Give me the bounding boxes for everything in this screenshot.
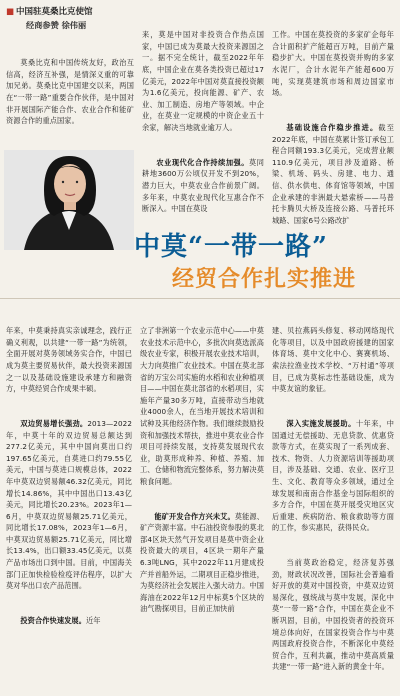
column-3-subhead: 基础设施合作稳步推进。 bbox=[286, 122, 379, 132]
column-6-subhead: 深入实施发展援助。 bbox=[286, 418, 356, 428]
column-4-subhead-1: 双边贸易增长强劲。 bbox=[20, 418, 88, 428]
column-3-text-b: 截至2022年底，中国在莫累计签订承包工程合同额193.3亿美元，完成营业额110.9亿美元，项目涉及道路、桥梁、机场、码头、房建、电力、通信、供水供电、体育馆等领域，中国企业承建的非洲最大悬索桥——马普托卡腾贝大桥及连接公路、马普托环城路、国家6号公路改扩 bbox=[272, 122, 394, 225]
headline-line-1: 中莫“一带一路” bbox=[134, 232, 328, 262]
column-3 bbox=[272, 6, 394, 224]
column-4 bbox=[6, 302, 132, 626]
column-4-text-b: 2013—2022年，中莫十年的双边贸易总额达到277.2亿美元，其中中国向莫出口约197.65亿美元，自莫进口约79.55亿美元，中国与莫进口规模总体，2022年中莫双边贸易额46.32亿美元，同比增长14.86%，其中中国出口13.43亿美元，同比增长20.23%。2023年1—6月，中莫双边贸易额25.71亿美元，同比增长17.08%，2023年1—6月，中莫双边贸易额25.71亿美元，同比增长13.4%，出口额33.45亿美元，以莫产品市场出口到中国。目前，中国海关部门正加快检验检疫评估程序，以扩大莫对华出口农产品范围。 bbox=[6, 418, 132, 591]
byline-author: 经商参赞 徐伟丽 bbox=[26, 20, 87, 30]
column-4-subhead-2: 投资合作快速发展。 bbox=[20, 616, 86, 626]
column-2-subhead: 农业现代化合作持续加强。 bbox=[156, 157, 249, 167]
column-6-text-a: 建、贝拉燕码头修复、移动网络现代化等项目，以及中国政府援建的国家体育场、莫中文化中心、赛赛机场、索法拉渔业技术学校、“万村通”等项目，已成为莫标志性基础设施，成为中莫友谊的象征。 bbox=[272, 326, 394, 394]
column-5-text-a: 立了非洲第一个农业示范中心——中莫农业技术示范中心，多批次向莫选派高级农业专家，积极开展农业技术培训，大力向莫推广农业技术。中国在莫北部省的万宝公司实施的水稻和农业种植项目——中国在莫北部省的水稻项目，实施年产量30多万吨，直接带动当地就业4000余人，在当地开展技术培训和试种及其他经济作物。我们继续鼓励投资和加强技术帮扶，推进中莫农业合作项目可持续发展，支持莫发展现代农业，助莫形成种养、种植、养殖、加工、仓储和物流完整体系，努力解决莫粮食问题。 bbox=[140, 326, 264, 486]
column-4-text-c: 近年 bbox=[85, 616, 101, 626]
byline-org: 中国驻莫桑比克使馆 bbox=[16, 7, 93, 17]
column-2 bbox=[142, 6, 264, 224]
column-5-subhead: 能矿开发合作方兴未艾。 bbox=[154, 511, 235, 521]
column-2-text-b: 莫同耕地3600万公顷仅开发不到20%，潜力巨大，中莫农业合作前景广阔。多年来，中莫农业现代化互惠合作不断深入。中国在莫设 bbox=[142, 157, 265, 214]
section-divider bbox=[0, 298, 400, 299]
portrait-image bbox=[4, 150, 134, 250]
column-4-text-a: 年来，中莫秉持真实亲诚理念，践行正确义利观，以共建“一带一路”为统领，全面开展对莫务领域务实合作，中国已成为莫主要贸易伙伴，最大投资来源国之一以及基础设施建设承建方和融资方，中莫经贸合作成果丰硕。 bbox=[6, 326, 132, 394]
column-1 bbox=[6, 34, 134, 146]
column-6-text-b: 十年来，中国通过无偿援助、无息贷款、优惠贷款等方式，在莫实现了一系列成套、技术、物资、人力资源培训等援助项目，涉及基础、交通、农业、医疗卫生、文化、教育等众多领域，通过全球发展和南南合作基金与国际组织的多方合作，中国在莫开展受灾地区灾后重建、疾病防治、粮食救助等方面的工作，参实惠民，获得民众。 bbox=[272, 418, 394, 533]
column-6 bbox=[272, 302, 394, 672]
author-photo bbox=[4, 150, 134, 250]
square-bullet-icon: ■ bbox=[6, 7, 15, 17]
column-2-text-a: 来，莫是中国对非投资合作热点国家，中国已成为莫最大投资来源国之一。据不完全统计，截至2022年年底，中国企业在莫各类投资已超过17亿美元，2022年中国对莫直接投资额为1.6亿美元，投向能源、矿产、农业、加工制造、房地产等领域。中企业，在莫业一定规模的中资企业五十余家，解决当地就业逾万人。 bbox=[142, 30, 264, 132]
headline-block bbox=[120, 222, 400, 297]
byline-headline bbox=[6, 6, 134, 18]
column-3-text-a: 工作。中国在莫投资的多家矿企每年合计面积扩产能超百万吨，目前产量稳步扩大。中国在莫投资并购的多家水泥厂，合计水泥年产能超600万吨，实现莫建筑市场和周边国家市场。 bbox=[272, 30, 394, 98]
column-6-text-c: 当前莫政治稳定，经济复苏强劲，财政状况改善，国际社会普遍看好开放的莫对中国投资，中莫双边贸易深化，强统战与莫中发展，深化中莫“一带一路”合作，中国在莫企业不断巩固，目前，中国投资者的投资环境总体向好，在国家投资合作与中莫两国政府投资合作，不断深化中莫经贸合作，互利共赢，推动中莫高质量共建“一带一路”进入新的黄金十年。 bbox=[272, 558, 394, 672]
column-5-text-b: 莫能源、矿产资源丰富。中石油投资参股的莫北部4区块天然气开发项目是莫中资企业投资最大的项目，4区块一期年产量6.3吨LNG，其中2022年11月建成投产并首船外运，二期项目正稳步推进，为莫经济社会发展注入强大动力。中国海油在2022年12月中标莫5个区块的油气勘探项目，目前正加快前 bbox=[140, 511, 264, 614]
column-5 bbox=[140, 302, 264, 614]
column-1-text: 莫桑比克和中国传统友好，政治互信高，经济互补强，是情深义重的可靠加兄弟。莫桑比克中国建交以来，两国在“一带一路”重要合作伙伴，是中国对非开展国际产能合作、农业合作和能矿资源合作的重点国家。 bbox=[6, 58, 134, 126]
headline-line-2: 经贸合作扎实推进 bbox=[172, 266, 357, 292]
